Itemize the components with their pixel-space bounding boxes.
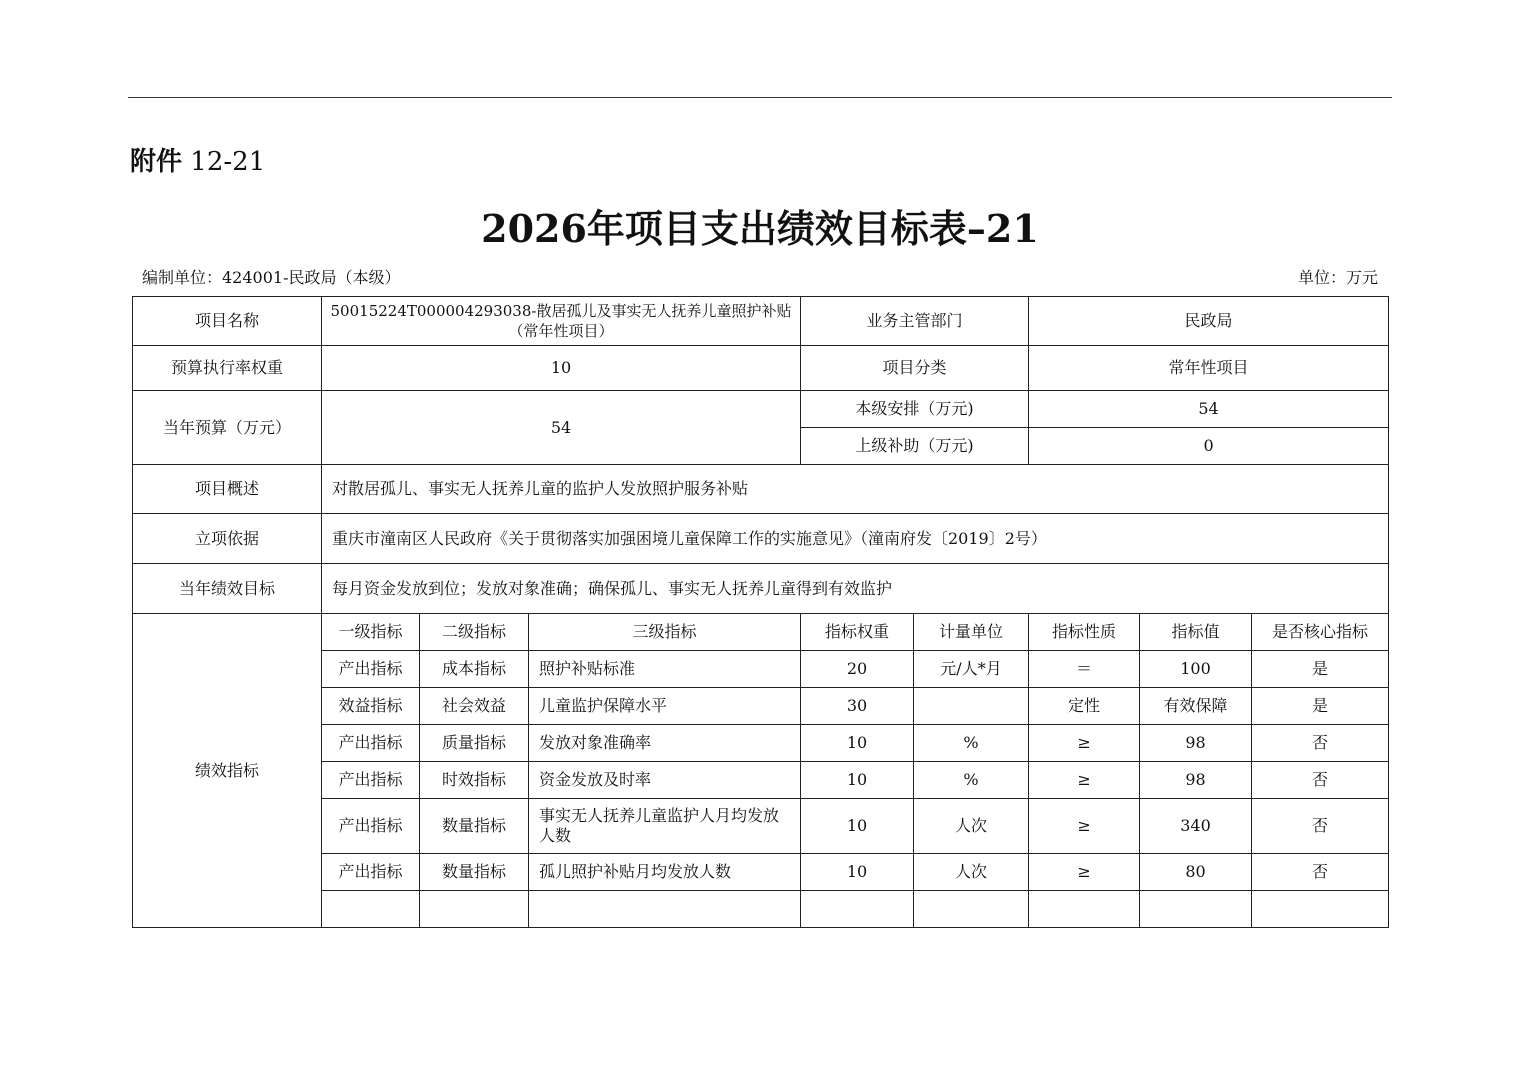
- project-name-label: 项目名称: [133, 297, 322, 346]
- attachment-prefix: 附件: [130, 147, 183, 177]
- cell-core: 是: [1252, 688, 1389, 725]
- cell-level2: 成本指标: [420, 651, 529, 688]
- project-name-value: 50015224T000004293038-散居孤儿及事实无人抚养儿童照护补贴（常年性项目）: [322, 297, 801, 346]
- header-level2: 二级指标: [420, 614, 529, 651]
- cell-weight: 10: [801, 799, 914, 854]
- basis-value: 重庆市潼南区人民政府《关于贯彻落实加强困境儿童保障工作的实施意见》（潼南府发〔2019〕2号）: [322, 514, 1389, 564]
- category-value: 常年性项目: [1029, 346, 1389, 391]
- cell-empty: [914, 891, 1029, 928]
- cell-empty: [1140, 891, 1252, 928]
- table-row: [133, 762, 1389, 799]
- basis-label: 立项依据: [133, 514, 322, 564]
- cell-level1: 产出指标: [322, 762, 420, 799]
- weight-label: 预算执行率权重: [133, 346, 322, 391]
- cell-empty: [420, 891, 529, 928]
- cell-level1: 产出指标: [322, 854, 420, 891]
- cell-level3: 孤儿照护补贴月均发放人数: [529, 854, 801, 891]
- cell-level1: 效益指标: [322, 688, 420, 725]
- cell-level2: 时效指标: [420, 762, 529, 799]
- goal-value: 每月资金发放到位；发放对象准确；确保孤儿、事实无人抚养儿童得到有效监护: [322, 564, 1389, 614]
- superior-value: 0: [1029, 428, 1389, 465]
- row-project-name: [133, 297, 1389, 346]
- local-value: 54: [1029, 391, 1389, 428]
- goal-label: 当年绩效目标: [133, 564, 322, 614]
- page-title: 2026年项目支出绩效目标表–21: [481, 206, 1039, 251]
- cell-nature: ≥: [1029, 854, 1140, 891]
- cell-value: 98: [1140, 725, 1252, 762]
- header-value: 指标值: [1140, 614, 1252, 651]
- cell-value: 有效保障: [1140, 688, 1252, 725]
- cell-weight: 10: [801, 854, 914, 891]
- cell-level3: 儿童监护保障水平: [529, 688, 801, 725]
- cell-weight: 30: [801, 688, 914, 725]
- cell-value: 100: [1140, 651, 1252, 688]
- row-budget-local: [133, 391, 1389, 428]
- table-row: [133, 688, 1389, 725]
- table-row-empty: [133, 891, 1389, 928]
- table-row: [133, 651, 1389, 688]
- row-basis: [133, 514, 1389, 564]
- cell-level1: 产出指标: [322, 651, 420, 688]
- dept-value: 民政局: [1029, 297, 1389, 346]
- cell-level1: 产出指标: [322, 725, 420, 762]
- cell-unit: 元/人*月: [914, 651, 1029, 688]
- header-core: 是否核心指标: [1252, 614, 1389, 651]
- compiler-unit: 编制单位：424001-民政局（本级）: [142, 268, 401, 287]
- cell-level3: 发放对象准确率: [529, 725, 801, 762]
- cell-weight: 10: [801, 762, 914, 799]
- cell-nature: ＝: [1029, 651, 1140, 688]
- attachment-label: [130, 145, 265, 179]
- weight-value: 10: [322, 346, 801, 391]
- cell-nature: 定性: [1029, 688, 1140, 725]
- row-goal: [133, 564, 1389, 614]
- table-row: [133, 799, 1389, 854]
- cell-core: 否: [1252, 762, 1389, 799]
- cell-value: 80: [1140, 854, 1252, 891]
- header-nature: 指标性质: [1029, 614, 1140, 651]
- cell-empty: [1252, 891, 1389, 928]
- cell-empty: [322, 891, 420, 928]
- dept-label: 业务主管部门: [801, 297, 1029, 346]
- table-row: [133, 725, 1389, 762]
- cell-nature: ≥: [1029, 762, 1140, 799]
- header-level3: 三级指标: [529, 614, 801, 651]
- cell-unit: %: [914, 762, 1029, 799]
- overview-label: 项目概述: [133, 465, 322, 514]
- header-rule: [128, 97, 1392, 98]
- cell-level3: 资金发放及时率: [529, 762, 801, 799]
- cell-core: 否: [1252, 854, 1389, 891]
- cell-value: 340: [1140, 799, 1252, 854]
- local-label: 本级安排（万元): [801, 391, 1029, 428]
- cell-level2: 数量指标: [420, 854, 529, 891]
- performance-table: [132, 296, 1389, 928]
- money-unit: 单位：万元: [1297, 268, 1378, 287]
- cell-level2: 数量指标: [420, 799, 529, 854]
- cell-empty: [801, 891, 914, 928]
- header-unit: 计量单位: [914, 614, 1029, 651]
- cell-value: 98: [1140, 762, 1252, 799]
- superior-label: 上级补助（万元): [801, 428, 1029, 465]
- row-overview: [133, 465, 1389, 514]
- cell-empty: [1029, 891, 1140, 928]
- cell-weight: 20: [801, 651, 914, 688]
- cell-unit: [914, 688, 1029, 725]
- header-weight: 指标权重: [801, 614, 914, 651]
- cell-level2: 质量指标: [420, 725, 529, 762]
- cell-core: 是: [1252, 651, 1389, 688]
- cell-level2: 社会效益: [420, 688, 529, 725]
- attachment-number: 12-21: [190, 147, 266, 177]
- category-label: 项目分类: [801, 346, 1029, 391]
- cell-core: 否: [1252, 799, 1389, 854]
- cell-core: 否: [1252, 725, 1389, 762]
- indicator-section-label: 绩效指标: [133, 614, 322, 928]
- table-row: [133, 854, 1389, 891]
- cell-nature: ≥: [1029, 799, 1140, 854]
- row-weight: [133, 346, 1389, 391]
- header-level1: 一级指标: [322, 614, 420, 651]
- cell-level1: 产出指标: [322, 799, 420, 854]
- cell-unit: %: [914, 725, 1029, 762]
- cell-weight: 10: [801, 725, 914, 762]
- cell-level3: 照护补贴标准: [529, 651, 801, 688]
- cell-unit: 人次: [914, 854, 1029, 891]
- budget-value: 54: [322, 391, 801, 465]
- cell-unit: 人次: [914, 799, 1029, 854]
- cell-level3: 事实无人抚养儿童监护人月均发放人数: [529, 799, 801, 854]
- overview-value: 对散居孤儿、事实无人抚养儿童的监护人发放照护服务补贴: [322, 465, 1389, 514]
- cell-nature: ≥: [1029, 725, 1140, 762]
- budget-label: 当年预算（万元）: [133, 391, 322, 465]
- indicator-header-row: [133, 614, 1389, 651]
- cell-empty: [529, 891, 801, 928]
